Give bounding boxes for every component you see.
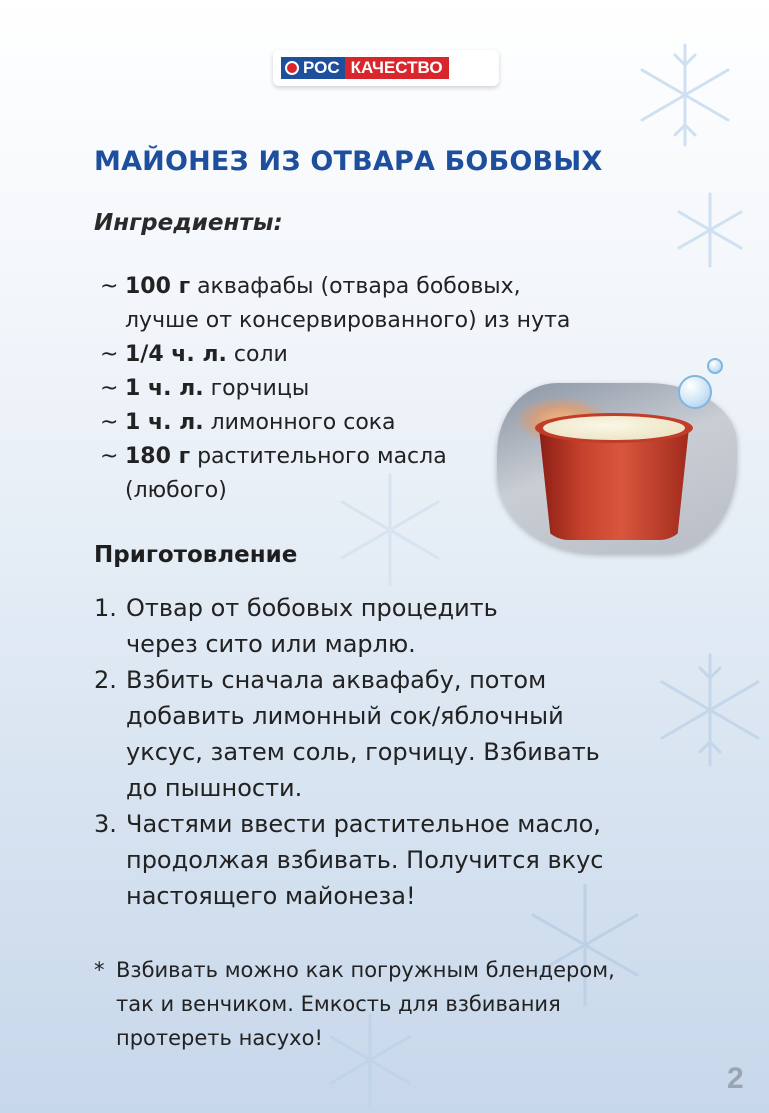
- ingredient-bullet: ~: [100, 376, 119, 401]
- step-text: добавить лимонный сок/яблочный: [126, 702, 564, 730]
- mayonnaise-surface: [543, 416, 685, 440]
- preparation-steps: [94, 590, 714, 914]
- page-title: МАЙОНЕЗ ИЗ ОТВАРА БОБОВЫХ: [94, 146, 603, 177]
- ingredient-text: соли: [233, 342, 288, 367]
- ingredient-text: аквафабы (отвара бобовых,: [197, 274, 521, 299]
- snowflake-decoration: [630, 40, 740, 150]
- snowflake-decoration: [670, 190, 750, 270]
- mayonnaise-photo: [497, 383, 737, 553]
- ingredient-bullet: ~: [100, 274, 119, 299]
- footnote-text: так и венчиком. Емкость для взбивания: [116, 992, 561, 1016]
- step-number: 1.: [94, 594, 117, 622]
- step-text: продолжая взбивать. Получится вкус: [126, 846, 604, 874]
- ingredient-item: [100, 270, 570, 338]
- step-text: через сито или марлю.: [126, 630, 416, 658]
- step-text: до пышности.: [126, 774, 303, 802]
- step-item: [94, 806, 714, 914]
- footnote-asterisk: *: [94, 958, 105, 982]
- ingredient-amount: 1 ч. л.: [125, 376, 204, 401]
- step-text: Отвар от бобовых процедить: [126, 594, 498, 622]
- ingredient-item: [100, 372, 570, 406]
- ingredient-bullet: ~: [100, 342, 119, 367]
- ingredient-bullet: ~: [100, 410, 119, 435]
- step-text: настоящего майонеза!: [126, 882, 416, 910]
- pentagon-icon: [285, 61, 299, 75]
- step-item: [94, 662, 714, 806]
- page-number: 2: [727, 1062, 744, 1095]
- footnote-text: Взбивать можно как погружным блендером,: [116, 958, 615, 982]
- bubble-decoration: [707, 358, 723, 374]
- ingredient-text: лучше от консервированного) из нута: [125, 308, 571, 333]
- ingredient-text: горчицы: [210, 376, 310, 401]
- step-text: Взбить сначала аквафабу, потом: [126, 666, 547, 694]
- preparation-heading: Приготовление: [94, 542, 298, 568]
- step-text: Частями ввести растительное масло,: [126, 810, 601, 838]
- ingredient-text: растительного масла: [197, 444, 447, 469]
- ingredient-amount: 180 г: [125, 444, 191, 469]
- ingredient-amount: 1 ч. л.: [125, 410, 204, 435]
- logo-text-ros: РОС: [303, 58, 340, 77]
- roskachestvo-logo: [273, 50, 499, 86]
- ingredient-text: лимонного сока: [210, 410, 396, 435]
- ingredient-amount: 1/4 ч. л.: [125, 342, 227, 367]
- logo-text-kachestvo: КАЧЕСТВО: [345, 57, 449, 79]
- ingredient-text: (любого): [125, 478, 227, 503]
- footnote-text: протереть насухо!: [116, 1026, 323, 1050]
- ingredient-amount: 100 г: [125, 274, 191, 299]
- footnote: [94, 953, 714, 1055]
- ingredient-item: [100, 338, 570, 372]
- step-item: [94, 590, 714, 662]
- ingredient-bullet: ~: [100, 444, 119, 469]
- bubble-decoration: [678, 375, 712, 409]
- step-number: 2.: [94, 666, 117, 694]
- step-number: 3.: [94, 810, 117, 838]
- step-text: уксус, затем соль, горчицу. Взбивать: [126, 738, 600, 766]
- ingredients-heading: Ингредиенты:: [94, 210, 283, 236]
